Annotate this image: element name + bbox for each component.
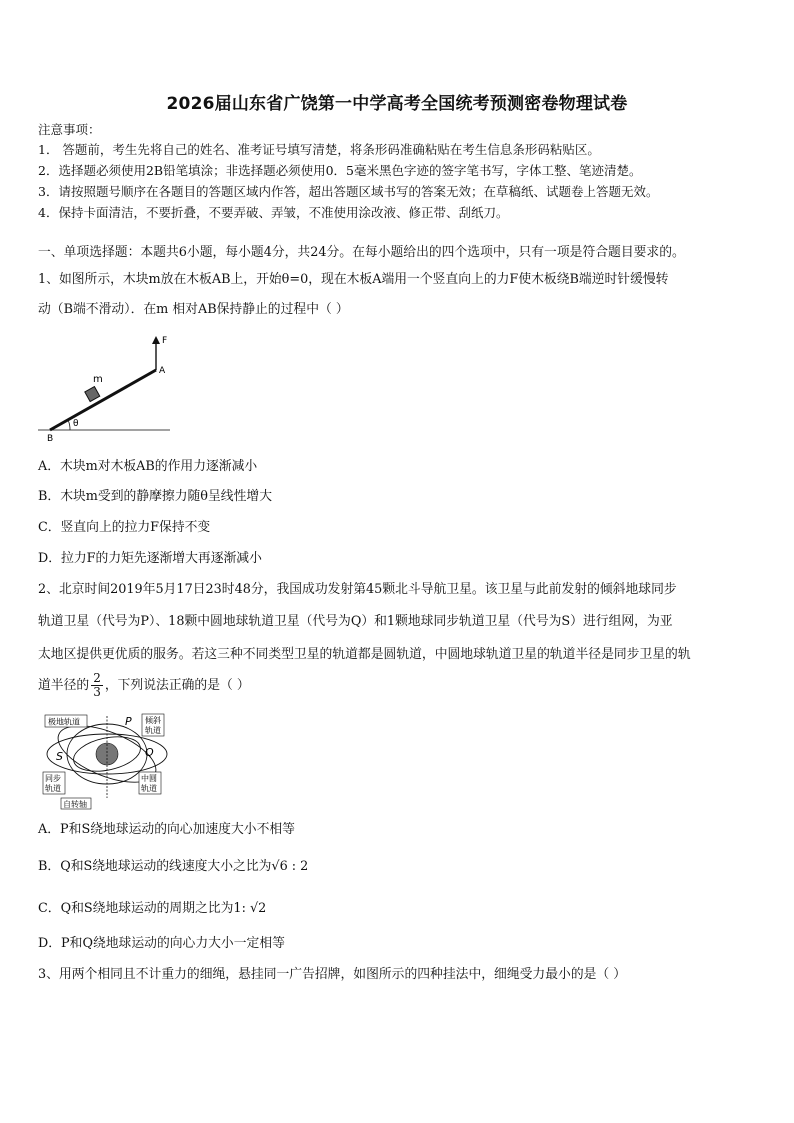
label-s: S xyxy=(56,750,63,763)
q2-line4-pre: 道半径的 xyxy=(38,678,90,693)
q2-orbit-figure xyxy=(42,712,172,812)
label-b: B xyxy=(47,434,54,444)
notice-item-4: 4．保持卡面清洁，不要折叠，不要弄破、弄皱，不准使用涂改液、修正带、刮纸刀。 xyxy=(38,205,509,220)
q2-option-b-text: B．Q和S绕地球运动的线速度大小之比为 xyxy=(38,859,272,874)
q1-stem-line2: 动（B端不滑动）．在m 相对AB保持静止的过程中（ ） xyxy=(38,302,349,317)
theta-arc xyxy=(68,420,70,430)
label-theta: θ xyxy=(73,419,79,429)
label-a: A xyxy=(159,366,166,376)
label-inclined-2: 轨道 xyxy=(145,726,161,735)
label-rotation-axis: 自转轴 xyxy=(63,800,87,809)
label-meo-2: 轨道 xyxy=(141,784,157,793)
q3-stem-line1: 3、用两个相同且不计重力的细绳，悬挂同一广告招牌，如图所示的四种挂法中，细绳受力最小的是（ ） xyxy=(38,967,627,982)
q1-incline-figure xyxy=(38,330,178,445)
force-arrow-head xyxy=(152,336,160,344)
label-f: F xyxy=(162,336,168,346)
page-title: 2026届山东省广饶第一中学高考全国统考预测密卷物理试卷 xyxy=(166,94,628,114)
notice-item-1: 1． 答题前，考生先将自己的姓名、准考证号填写清楚，将条形码准确粘贴在考生信息条形码粘贴区。 xyxy=(38,142,600,157)
label-geo-2: 轨道 xyxy=(45,784,61,793)
q2-stem-line3: 太地区提供更优质的服务。若这三种不同类型卫星的轨道都是圆轨道，中圆地球轨道卫星的轨道半径是同步卫星的轨 xyxy=(38,647,691,662)
q2-line4-post: ，下列说法正确的是（ ） xyxy=(104,678,250,693)
q1-option-d: D．拉力F的力矩先逐渐增大再逐渐减小 xyxy=(38,551,262,566)
notice-item-2: 2．选择题必须使用2B铅笔填涂；非选择题必须使用0．5毫米黑色字迹的签字笔书写，字体工整、笔迹清楚。 xyxy=(38,163,642,178)
notice-item-3: 3．请按照题号顺序在各题目的答题区域内作答，超出答题区域书写的答案无效；在草稿纸、试题卷上答题无效。 xyxy=(38,184,659,199)
label-geo-1: 同步 xyxy=(45,774,61,783)
q1-option-c: C．竖直向上的拉力F保持不变 xyxy=(38,520,211,535)
fraction-numerator: 2 xyxy=(93,671,101,685)
label-inclined-1: 倾斜 xyxy=(145,716,161,725)
label-q: Q xyxy=(145,746,154,759)
q2-option-c xyxy=(38,901,266,917)
q1-stem-line1: 1、如图所示，木块m放在木板AB上，开始θ=0，现在木板A端用一个竖直向上的力F使木板绕B端逆时针缓慢转 xyxy=(38,272,669,287)
section-heading: 一、单项选择题：本题共6小题，每小题4分，共24分。在每小题给出的四个选项中，只有一项是符合题目要求的。 xyxy=(38,245,685,260)
q2-option-d: D．P和Q绕地球运动的向心力大小一定相等 xyxy=(38,936,285,951)
q2-option-c-math: 1: √2 xyxy=(233,901,267,916)
q2-option-b-math: √6 : 2 xyxy=(271,859,309,874)
q2-option-c-text: C．Q和S绕地球运动的周期之比为 xyxy=(38,901,234,916)
label-p: P xyxy=(125,715,132,728)
fraction-two-thirds xyxy=(91,672,103,699)
q2-stem-line1: 2、北京时间2019年5月17日23时48分，我国成功发射第45颗北斗导航卫星。该卫星与此前发射的倾斜地球同步 xyxy=(38,582,677,597)
q2-option-a: A．P和S绕地球运动的向心加速度大小不相等 xyxy=(38,822,295,837)
board-ab xyxy=(50,370,156,430)
q2-stem-line4 xyxy=(38,672,250,699)
q1-option-b: B．木块m受到的静摩擦力随θ呈线性增大 xyxy=(38,489,272,504)
q2-option-b xyxy=(38,859,308,875)
label-polar-orbit: 极地轨道 xyxy=(48,717,80,727)
label-m: m xyxy=(93,374,103,385)
q2-stem-line2: 轨道卫星（代号为P）、18颗中圆地球轨道卫星（代号为Q）和1颗地球同步轨道卫星（代号为S）进行组网，为亚 xyxy=(38,614,673,629)
notice-heading: 注意事项： xyxy=(38,122,101,137)
q1-option-a: A．木块m对木板AB的作用力逐渐减小 xyxy=(38,459,258,474)
fraction-denominator: 3 xyxy=(93,685,101,699)
label-meo-1: 中圆 xyxy=(141,774,157,783)
block-m xyxy=(85,387,100,402)
